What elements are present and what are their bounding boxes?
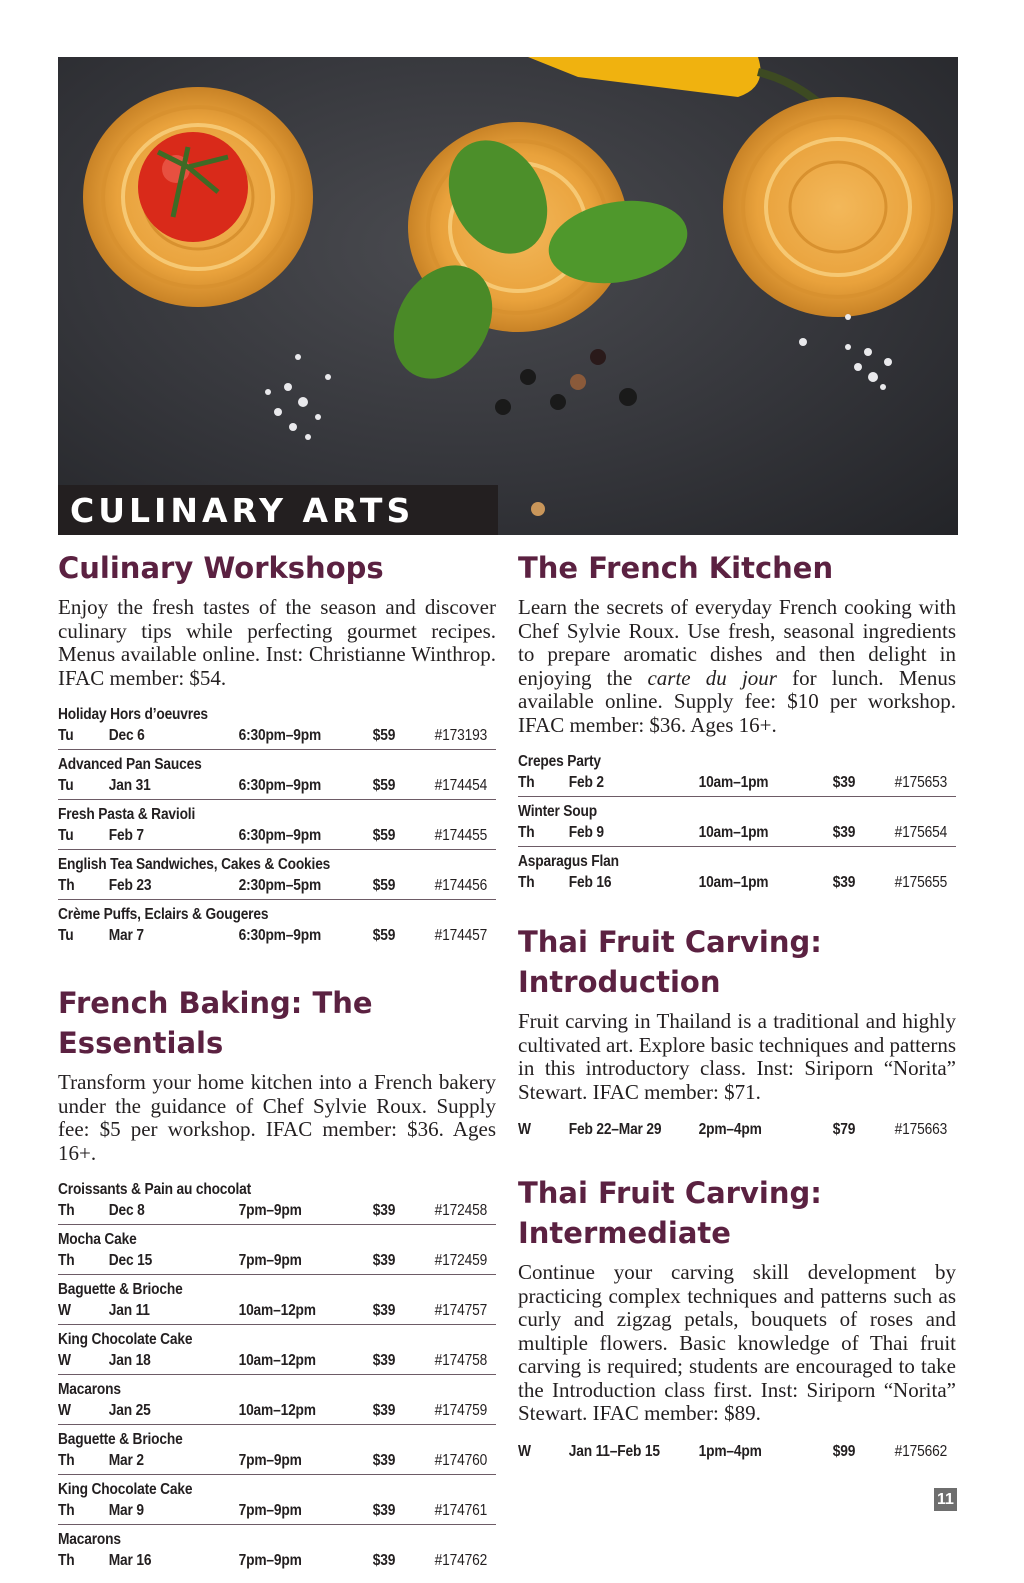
session-time: 7pm–9pm — [238, 1552, 302, 1569]
title-line: Thai Fruit Carving: — [518, 1176, 822, 1210]
course-number: #174454 — [434, 777, 488, 794]
course-number: #175663 — [894, 1121, 948, 1138]
session-details — [58, 875, 488, 896]
session-day: Th — [58, 1552, 75, 1569]
session-details — [58, 925, 488, 946]
session-day: Tu — [58, 777, 74, 794]
session-price: $59 — [372, 877, 396, 894]
pasta-illustration — [58, 57, 958, 535]
course-number: #174456 — [434, 877, 488, 894]
yellow-pepper — [528, 57, 761, 97]
session-time: 7pm–9pm — [238, 1452, 302, 1469]
session-day: W — [58, 1402, 71, 1419]
session-date: Jan 11 — [108, 1302, 150, 1319]
session-day: Th — [518, 824, 535, 841]
session-price: $39 — [372, 1452, 396, 1469]
session-price: $39 — [832, 774, 856, 791]
session-list — [58, 700, 496, 949]
session-price: $39 — [372, 1552, 396, 1569]
session-details — [518, 772, 948, 793]
course-number: #175654 — [894, 824, 948, 841]
session-date: Mar 9 — [108, 1502, 144, 1519]
session-details — [58, 1350, 488, 1371]
session-title: Asparagus Flan — [518, 853, 619, 870]
section-title: French Baking: The Essentials — [58, 986, 373, 1060]
session-details — [58, 1450, 488, 1471]
session-day: Th — [518, 774, 535, 791]
session-title: Mocha Cake — [58, 1231, 137, 1248]
course-number: #172458 — [434, 1202, 488, 1219]
session-price: $59 — [372, 927, 396, 944]
session-day: Th — [58, 1502, 75, 1519]
session-row — [58, 1475, 496, 1525]
session-list — [518, 1436, 956, 1465]
session-row — [518, 1114, 956, 1143]
section-title — [518, 1173, 956, 1253]
session-row — [58, 1175, 496, 1225]
session-price: $59 — [372, 727, 396, 744]
banner-title: CULINARY ARTS — [70, 491, 415, 530]
section-description: Enjoy the fresh tastes of the season and discover culinary tips while perfecting gourmet recipes. Menus available online. Inst: Christianne Winthrop. IFAC member: $54. — [58, 595, 496, 690]
session-date: Mar 7 — [108, 927, 144, 944]
session-price: $39 — [372, 1502, 396, 1519]
course-number: #174760 — [434, 1452, 488, 1469]
session-list — [518, 1114, 956, 1143]
session-time: 10am–1pm — [698, 824, 769, 841]
session-list — [58, 1175, 496, 1574]
session-row — [518, 797, 956, 847]
section-title: Culinary Workshops — [58, 551, 384, 585]
pasta-nest-right — [723, 97, 953, 317]
session-row — [58, 850, 496, 900]
session-price: $79 — [832, 1121, 856, 1138]
course-number: #175653 — [894, 774, 948, 791]
description-text: for lunch. Menus available online. Supply fee: $10 per workshop. IFAC member: $36. Ages 16+. — [518, 665, 956, 737]
session-time: 6:30pm–9pm — [238, 777, 322, 794]
session-details — [58, 1250, 488, 1271]
session-time: 10am–12pm — [238, 1402, 316, 1419]
session-day: W — [58, 1302, 71, 1319]
title-line: Thai Fruit Carving: — [518, 925, 822, 959]
session-title: English Tea Sandwiches, Cakes & Cookies — [58, 856, 331, 873]
session-price: $39 — [372, 1252, 396, 1269]
session-row — [58, 800, 496, 850]
session-time: 2pm–4pm — [698, 1121, 762, 1138]
session-details — [518, 822, 948, 843]
hero-photo-pasta-nests — [58, 57, 958, 535]
course-number: #175655 — [894, 874, 948, 891]
session-row — [58, 900, 496, 949]
session-title: Winter Soup — [518, 803, 598, 820]
description-text: Learn the secrets of everyday French cooking with Chef Sylvie Roux. Use fresh, seasonal ingredients to prepare aromatic dishes and then delight in enjoying the — [518, 595, 956, 690]
session-details — [518, 1119, 948, 1140]
title-line: Intermediate — [518, 1216, 731, 1250]
session-row — [58, 750, 496, 800]
session-row — [518, 747, 956, 797]
session-details — [58, 1200, 488, 1221]
session-title: Baguette & Brioche — [58, 1431, 183, 1448]
session-row — [58, 1325, 496, 1375]
course-number: #172459 — [434, 1252, 488, 1269]
peppercorns — [495, 349, 637, 516]
session-row — [58, 1275, 496, 1325]
session-title: King Chocolate Cake — [58, 1331, 193, 1348]
session-price: $59 — [372, 777, 396, 794]
session-day: Th — [58, 1202, 75, 1219]
title-line: Introduction — [518, 965, 721, 999]
session-price: $39 — [372, 1202, 396, 1219]
session-date: Mar 2 — [108, 1452, 144, 1469]
session-day: Tu — [58, 827, 74, 844]
session-time: 2:30pm–5pm — [238, 877, 322, 894]
session-title: King Chocolate Cake — [58, 1481, 193, 1498]
pasta-nest-center — [374, 122, 694, 396]
session-date: Feb 7 — [108, 827, 144, 844]
session-title: Crepes Party — [518, 753, 601, 770]
course-number: #174455 — [434, 827, 488, 844]
course-number: #174759 — [434, 1402, 488, 1419]
section-description: Fruit carving in Thailand is a traditional and highly cultivated art. Explore basic techniques and patterns in this introductory class. Inst: Siriporn “Norita” Stewart. IFAC member: $71. — [518, 1009, 956, 1104]
session-day: Th — [58, 1252, 75, 1269]
session-details — [58, 725, 488, 746]
session-date: Dec 6 — [108, 727, 145, 744]
session-time: 7pm–9pm — [238, 1252, 302, 1269]
session-date: Feb 2 — [568, 774, 604, 791]
section-title — [518, 922, 956, 1002]
session-title: Croissants & Pain au chocolat — [58, 1181, 252, 1198]
session-date: Jan 11–Feb 15 — [568, 1442, 660, 1460]
session-title: Advanced Pan Sauces — [58, 756, 202, 773]
section-description: Continue your carving skill development by practicing complex techniques and patterns such as curly and zigzag petals, bouquets of roses and multiple flowers. Basic knowledge of Thai fruit carving is required; students are encouraged to take the Introduction class first. Inst: Siriporn “Norita” Stewart. IFAC member: $89. — [518, 1260, 956, 1425]
session-details — [58, 1400, 488, 1421]
session-details — [58, 825, 488, 846]
session-time: 10am–12pm — [238, 1352, 316, 1369]
session-date: Feb 9 — [568, 824, 604, 841]
session-day: Tu — [58, 727, 74, 744]
course-number: #174757 — [434, 1302, 488, 1319]
session-price: $39 — [832, 824, 856, 841]
session-price: $39 — [372, 1402, 396, 1419]
session-row — [58, 1225, 496, 1275]
session-details — [518, 872, 948, 893]
session-title: Holiday Hors d’oeuvres — [58, 706, 208, 723]
session-details — [518, 1441, 948, 1462]
course-number: #174762 — [434, 1552, 488, 1569]
session-details — [58, 1550, 488, 1571]
session-details — [58, 1500, 488, 1521]
section-description — [518, 596, 956, 737]
session-day: Th — [58, 877, 75, 894]
session-title: Fresh Pasta & Ravioli — [58, 806, 196, 823]
session-row — [518, 1436, 956, 1465]
right-column — [518, 548, 956, 1465]
session-details — [58, 775, 488, 796]
session-time: 6:30pm–9pm — [238, 727, 322, 744]
session-time: 10am–1pm — [698, 774, 769, 791]
session-day: Th — [518, 874, 535, 891]
session-title: Baguette & Brioche — [58, 1281, 183, 1298]
course-number: #173193 — [434, 727, 488, 744]
session-price: $39 — [372, 1352, 396, 1369]
course-number: #174457 — [434, 927, 488, 944]
session-day: Th — [58, 1452, 75, 1469]
session-day: W — [58, 1352, 71, 1369]
session-time: 7pm–9pm — [238, 1502, 302, 1519]
session-details — [58, 1300, 488, 1321]
tomato — [138, 132, 248, 242]
page-number: 11 — [934, 1488, 957, 1511]
session-day: W — [518, 1121, 531, 1138]
course-number: #174761 — [434, 1502, 488, 1519]
section-banner — [58, 485, 498, 535]
session-row — [518, 847, 956, 896]
pasta-nest-left — [83, 87, 313, 307]
session-date: Feb 16 — [568, 874, 612, 891]
course-number: #174758 — [434, 1352, 488, 1369]
session-price: $59 — [372, 827, 396, 844]
session-date: Feb 22–Mar 29 — [568, 1121, 662, 1138]
session-time: 6:30pm–9pm — [238, 927, 322, 944]
session-date: Mar 16 — [108, 1552, 152, 1569]
description-italic: carte du jour — [647, 665, 777, 690]
session-day: Tu — [58, 927, 74, 944]
session-day: W — [518, 1442, 531, 1460]
course-number: #175662 — [894, 1442, 948, 1460]
session-list — [518, 747, 956, 896]
session-title: Crème Puffs, Eclairs & Gougeres — [58, 906, 269, 923]
session-title: Macarons — [58, 1381, 121, 1398]
session-row — [58, 700, 496, 750]
session-date: Jan 31 — [108, 777, 151, 794]
session-date: Jan 25 — [108, 1402, 151, 1419]
session-date: Dec 8 — [108, 1202, 145, 1219]
session-row — [58, 1425, 496, 1475]
session-time: 6:30pm–9pm — [238, 827, 322, 844]
session-row — [58, 1525, 496, 1574]
session-price: $39 — [832, 874, 856, 891]
session-date: Jan 18 — [108, 1352, 151, 1369]
session-row — [58, 1375, 496, 1425]
session-price: $99 — [832, 1442, 856, 1460]
session-time: 10am–1pm — [698, 874, 769, 891]
session-date: Dec 15 — [108, 1252, 153, 1269]
section-description: Transform your home kitchen into a French bakery under the guidance of Chef Sylvie Roux. Supply fee: $5 per workshop. IFAC member: $36. Ages 16+. — [58, 1070, 496, 1165]
session-time: 7pm–9pm — [238, 1202, 302, 1219]
section-title: The French Kitchen — [518, 551, 834, 585]
left-column — [58, 548, 496, 1574]
session-time: 10am–12pm — [238, 1302, 316, 1319]
session-date: Feb 23 — [108, 877, 152, 894]
session-price: $39 — [372, 1302, 396, 1319]
session-time: 1pm–4pm — [698, 1442, 762, 1460]
session-title: Macarons — [58, 1531, 121, 1548]
